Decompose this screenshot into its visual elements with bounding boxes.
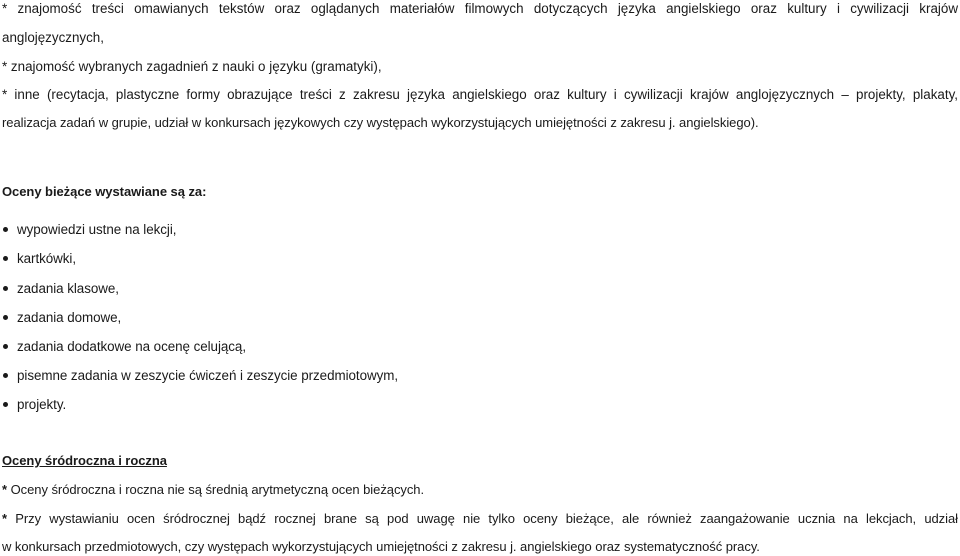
bullet-icon — [3, 402, 8, 407]
list-item — [2, 250, 76, 268]
bullet-icon — [3, 227, 8, 232]
intro-line-2: anglojęzycznych, — [2, 30, 104, 45]
list-item — [2, 309, 121, 327]
intro-line-5: realizacja zadań w grupie, udział w konkursach językowych czy występach wykorzystujących umiejętności z zakresu j. angielskiego). — [2, 115, 759, 130]
asterisk-mark: * — [2, 482, 8, 497]
list-item-label: projekty. — [17, 397, 67, 412]
bullet-icon — [3, 373, 8, 378]
list-item-label: zadania klasowe, — [17, 281, 119, 296]
list-item-label: kartkówki, — [17, 251, 77, 266]
bullet-icon — [3, 256, 8, 261]
list-item — [2, 280, 119, 298]
list-item — [2, 221, 176, 239]
list-item — [2, 338, 246, 356]
intro-line-3: * znajomość wybranych zagadnień z nauki o języku (gramatyki), — [2, 59, 382, 74]
list-item-label: wypowiedzi ustne na lekcji, — [17, 222, 177, 237]
paragraph-text: Oceny śródroczna i roczna nie są średnią arytmetyczną ocen bieżących. — [7, 482, 425, 497]
bullet-icon — [3, 286, 8, 291]
final-grades-paragraph-2-line-1 — [2, 510, 958, 528]
paragraph-text: Przy wystawianiu ocen śródrocznej bądź rocznej brane są pod uwagę nie tylko oceny bieżące, ale również zaangażowanie ucznia na lekcjach, udział — [7, 511, 958, 526]
final-grades-heading: Oceny śródroczna i roczna — [2, 453, 167, 468]
bullet-icon — [3, 344, 8, 349]
list-item — [2, 367, 398, 385]
final-grades-paragraph-1 — [2, 481, 424, 499]
current-grades-heading: Oceny bieżące wystawiane są za: — [2, 184, 207, 199]
asterisk-mark: * — [2, 511, 8, 526]
bullet-icon — [3, 315, 8, 320]
intro-line-1: * znajomość treści omawianych tekstów oraz oglądanych materiałów filmowych dotyczących języka angielskiego oraz kultury i cywilizacji krajów — [2, 1, 958, 16]
final-grades-paragraph-2-line-2: w konkursach przedmiotowych, czy występach wykorzystujących umiejętności z zakresu j. angielskiego oraz systematyczność pracy. — [2, 539, 760, 554]
list-item — [2, 396, 66, 414]
intro-line-4: * inne (recytacja, plastyczne formy obrazujące treści z zakresu języka angielskiego oraz kultury i cywilizacji krajów anglojęzycznych – projekty, plakaty, — [2, 87, 958, 102]
list-item-label: pisemne zadania w zeszycie ćwiczeń i zeszycie przedmiotowym, — [17, 368, 399, 383]
list-item-label: zadania dodatkowe na ocenę celującą, — [17, 339, 246, 354]
list-item-label: zadania domowe, — [17, 310, 122, 325]
